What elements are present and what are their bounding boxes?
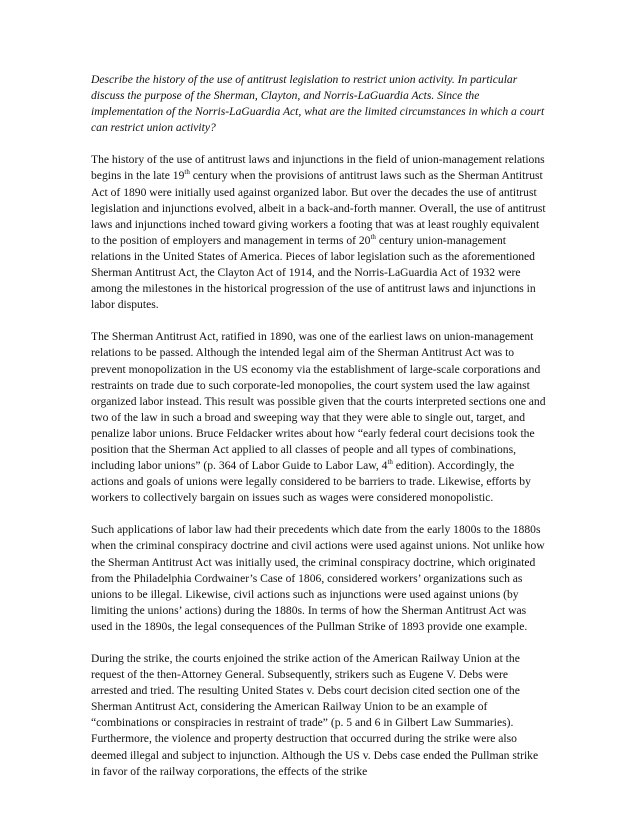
ordinal-suffix: th [184, 168, 190, 177]
paragraph-1-text-a: The history of the use of antitrust laws and injunctions in the field of union-management relations begins in the late 19 [91, 153, 545, 183]
paragraph-2-text-b: edition). Accordingly, the actions and goals of unions were legally considered to be barriers to trade. Likewise, efforts by workers to collectively bargain on issues such as wages were considered monopolistic. [91, 459, 531, 505]
paragraph-1-text-c: century union-management relations in the United States of America. Pieces of labor legislation such as the aforementioned Sherman Antitrust Act, the Clayton Act of 1914, and the Norris-LaGuardia Act of 1932 were among the milestones in the historical progression of the use of antitrust laws and injunctions in labor disputes. [91, 233, 536, 312]
paragraph-1 [91, 152, 547, 313]
ordinal-suffix: th [370, 232, 376, 241]
paragraph-2 [91, 329, 547, 506]
document-body [91, 72, 547, 780]
paragraph-4: During the strike, the courts enjoined the strike action of the American Railway Union at the request of the then-Attorney General. Subsequently, strikers such as Eugene V. Debs were arrested and tried. The resulting United States v. Debs court decision cited section one of the Sherman Antitrust Act, considering the American Railway Union to be an example of “combinations or conspiracies in restraint of trade” (p. 5 and 6 in Gilbert Law Summaries). Furthermore, the violence and property destruction that occurred during the strike were also deemed illegal and subject to injunction. Although the US v. Debs case ended the Pullman strike in favor of the railway corporations, the effects of the strike [91, 652, 539, 778]
ordinal-suffix: th [387, 458, 393, 467]
paragraph-1-text-b: century when the provisions of antitrust laws such as the Sherman Antitrust Act of 1890 were initially used against organized labor. But over the decades the use of antitrust legislation and injunctions evolved, albeit in a back-and-forth manner. Overall, the use of antitrust laws and injunctions inched toward giving workers a footing that was at least roughly equivalent to the position of employers and management in terms of 20 [91, 169, 546, 247]
paragraph-2-text-a: The Sherman Antitrust Act, ratified in 1890, was one of the earliest laws on union-management relations to be passed. Although the intended legal aim of the Sherman Antitrust Act was to prevent monopolization in the US economy via the establishment of large-scale corporations and restraints on trade due to such corporate-led monopolies, the court system used the law against organized labor instead. This result was possible given that the courts interpreted sections one and two of the law in such a broad and sweeping way that they were able to single out, target, and penalize labor unions. Bruce Feldacker writes about how “early federal court decisions took the position that the Sherman Act applied to all classes of people and all types of combinations, including labor unions” (p. 364 of Labor Guide to Labor Law, 4 [91, 330, 546, 473]
essay-prompt: Describe the history of the use of antitrust legislation to restrict union activity. In particular discuss the purpose of the Sherman, Clayton, and Norris-LaGuardia Acts. Since the implementation of the Norris-LaGuardia Act, what are the limited circumstances in which a court can restrict union activity? [91, 73, 545, 135]
paragraph-3: Such applications of labor law had their precedents which date from the early 1800s to the 1880s when the criminal conspiracy doctrine and civil actions were used against unions. Not unlike how the Sherman Antitrust Act was initially used, the criminal conspiracy doctrine, which originated from the Philadelphia Cordwainer’s Case of 1806, considered workers’ organizations such as unions to be illegal. Likewise, civil actions such as injunctions were used against unions (by limiting the unions’ actions) during the 1880s. In terms of how the Sherman Antitrust Act was used in the 1890s, the legal consequences of the Pullman Strike of 1893 provide one example. [91, 523, 545, 633]
